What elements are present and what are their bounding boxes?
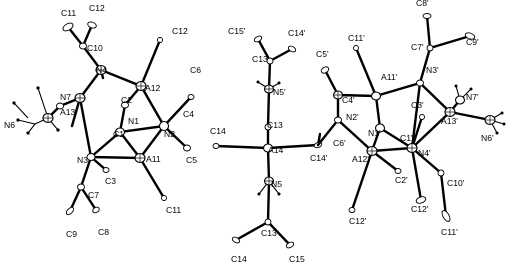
label-a12p: A12' bbox=[352, 154, 369, 164]
label-c14: C14 bbox=[210, 126, 226, 136]
label-n5: N5 bbox=[271, 179, 282, 189]
label-c12p-bottom: C12' bbox=[349, 216, 367, 226]
label-c14p: C14' bbox=[310, 153, 328, 163]
label-c15: C15 bbox=[289, 254, 305, 264]
label-n5p: N5' bbox=[273, 87, 286, 97]
label-c14p-top: C14' bbox=[288, 28, 306, 38]
label-n1: N1 bbox=[128, 116, 139, 126]
label-c12p: C12' bbox=[411, 204, 429, 214]
label-c12-left: C12 bbox=[172, 26, 188, 36]
label-a13: A13 bbox=[60, 107, 76, 117]
label-c9: C9 bbox=[66, 229, 77, 239]
label-c6p: C6' bbox=[333, 138, 346, 148]
label-n4p: N4' bbox=[418, 148, 431, 158]
label-a11: A11 bbox=[146, 154, 161, 164]
label-c7: C7 bbox=[88, 190, 99, 200]
label-n7p: N7' bbox=[466, 92, 479, 102]
label-c6: C6 bbox=[190, 65, 201, 75]
label-c8p: C8' bbox=[416, 0, 429, 8]
label-n7: N7 bbox=[60, 92, 71, 102]
label-c9p: C9' bbox=[466, 37, 479, 47]
label-a13p: A13' bbox=[441, 116, 458, 126]
label-c10: C10 bbox=[87, 43, 103, 53]
label-c8: C8 bbox=[98, 227, 109, 237]
label-c12: C12 bbox=[89, 3, 105, 13]
label-c13p: C13' bbox=[252, 54, 270, 64]
label-n4: N4 bbox=[96, 65, 107, 75]
label-c14-bottom: C14 bbox=[231, 254, 247, 264]
label-n6p: N6' bbox=[481, 133, 494, 143]
label-c3p: C3' bbox=[411, 100, 424, 110]
label-c11-bottom: C11 bbox=[166, 205, 182, 215]
label-c10p: C10' bbox=[447, 178, 465, 188]
label-n3: N3 bbox=[77, 155, 88, 165]
label-c13-bottom: C13 bbox=[261, 228, 277, 238]
label-c11p-bottom: C11' bbox=[441, 227, 458, 237]
label-n2p: N2' bbox=[346, 112, 359, 122]
label-n3p: N3' bbox=[426, 65, 439, 75]
label-n6: N6 bbox=[4, 120, 15, 130]
label-c4: C4 bbox=[183, 109, 194, 119]
label-c11p: C11' bbox=[348, 33, 365, 43]
label-a11p: A11' bbox=[381, 72, 398, 82]
label-c4p: C4' bbox=[342, 95, 355, 105]
label-n1p: N1' bbox=[368, 128, 381, 138]
label-c5p: C5' bbox=[316, 49, 329, 59]
label-c7p: C7' bbox=[411, 42, 424, 52]
label-c2p: C2' bbox=[395, 175, 408, 185]
label-c13: C13 bbox=[267, 120, 283, 130]
label-c5: C5 bbox=[186, 155, 197, 165]
left-cage-fragment bbox=[12, 21, 194, 216]
label-a14: A14 bbox=[268, 145, 284, 155]
label-c11: C11 bbox=[61, 8, 77, 18]
label-a12: A12 bbox=[145, 83, 161, 93]
label-c1p: C1' bbox=[400, 133, 413, 143]
central-fragment bbox=[213, 35, 323, 249]
label-c3: C3 bbox=[105, 176, 116, 186]
label-c15p: C15' bbox=[228, 26, 246, 36]
label-n2: N2 bbox=[164, 129, 175, 139]
label-c2: C2 bbox=[121, 95, 132, 105]
label-c1: C1 bbox=[113, 129, 124, 139]
